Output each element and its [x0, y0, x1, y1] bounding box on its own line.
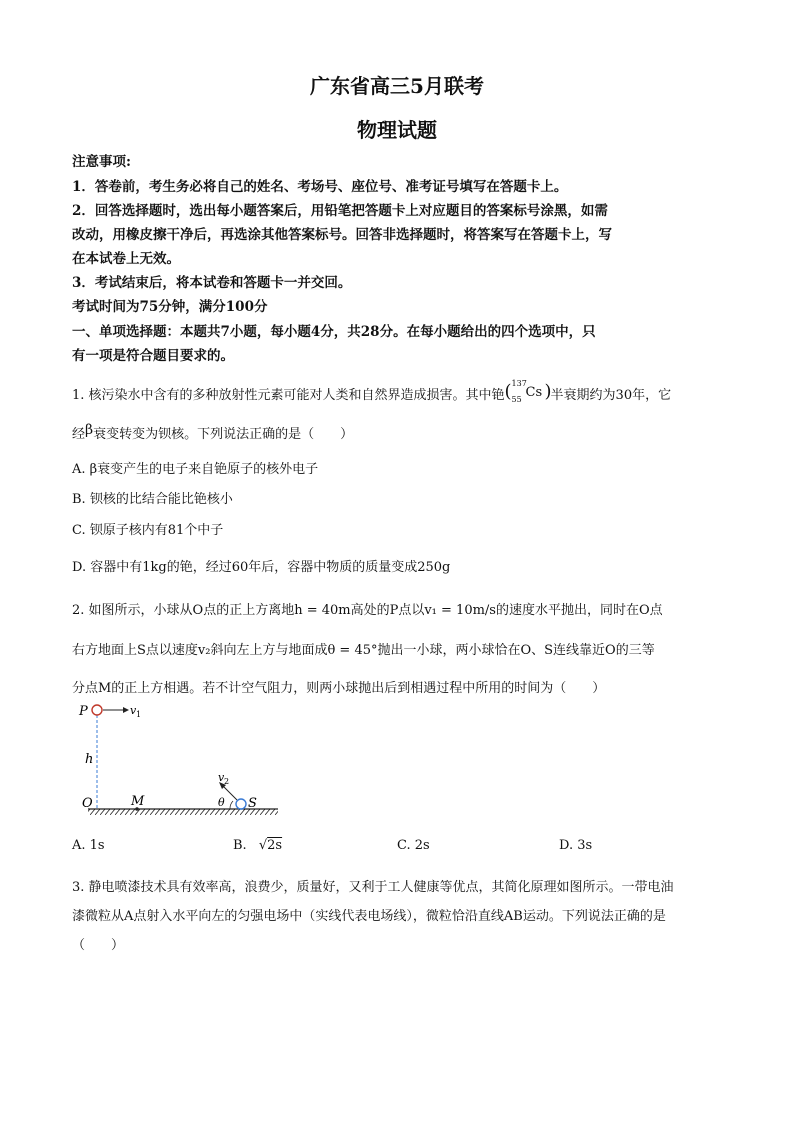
label-v1-sub: 1: [136, 710, 142, 719]
label-m: M: [131, 794, 145, 809]
q1-isotope: ( 137 55 Cs ): [504, 378, 552, 404]
notice-item-1: 1．答卷前，考生务必将自己的姓名、考场号、座位号、准考证号填写在答题卡上。: [72, 179, 568, 195]
q2-stem-line1: 2. 如图所示，小球从O点的正上方离地h = 40m高处的P点以v₁ = 10m/s的速度水平抛出，同时在O点: [72, 603, 663, 618]
label-v2-sub: 2: [224, 777, 230, 786]
q1-option-c: C. 钡原子核内有81个中子: [72, 523, 224, 538]
ball-s: [236, 799, 246, 809]
notice-item-2b: 改动，用橡皮擦干净后，再选涂其他答案标号。回答非选择题时，将答案写在答题卡上，写: [72, 227, 612, 243]
page-subtitle: 物理试题: [357, 118, 437, 142]
theta-arc: [230, 801, 233, 809]
q1-option-b: B. 钡核的比结合能比铯核小: [72, 492, 233, 507]
notice-item-2a: 2．回答选择题时，选出每小题答案后，用铅笔把答题卡上对应题目的答案标号涂黑，如需: [72, 203, 608, 219]
q2-option-a: A. 1s: [72, 838, 105, 853]
q2-option-d: D. 3s: [559, 838, 593, 853]
ball-p: [92, 705, 102, 715]
q3-stem-line3: （ ）: [72, 938, 125, 953]
label-v2: v: [218, 771, 225, 784]
q1-stem-b: 半衰期约为30年，它: [550, 388, 672, 403]
label-s: S: [248, 796, 257, 811]
q1-beta: β: [85, 422, 94, 438]
exam-time: 考试时间为75分钟，满分100分: [72, 299, 268, 315]
q1-stem-line1: [72, 378, 732, 405]
q1-isotope-mass: 137: [511, 378, 527, 388]
q1-option-a: A. β衰变产生的电子来自铯原子的核外电子: [72, 462, 319, 477]
q2-stem-line2: 右方地面上S点以速度v₂斜向左上方与地面成θ = 45°抛出一小球，两小球恰在O、S连线靠近O的三等: [72, 643, 655, 658]
v1-arrowhead: [123, 707, 129, 713]
q2-stem-line3: 分点M的正上方相遇。若不计空气阻力，则两小球抛出后到相遇过程中所用的时间为（ ）: [72, 681, 606, 696]
q2-figure: [70, 695, 290, 820]
sqrt-symbol: √2s: [258, 838, 283, 853]
notice-heading: 注意事项:: [72, 154, 131, 170]
notice-item-2c: 在本试卷上无效。: [72, 251, 180, 267]
q2-option-b: B. √2s: [233, 838, 283, 853]
q1-isotope-symbol: Cs: [525, 384, 543, 400]
q1-stem-line2: 经β衰变转变为钡核。下列说法正确的是（ ）: [72, 422, 354, 442]
notice-item-3: 3．考试结束后，将本试卷和答题卡一并交回。: [72, 275, 352, 291]
section-heading-2: 有一项是符合题目要求的。: [72, 348, 234, 364]
label-o: O: [82, 796, 93, 811]
q1-isotope-number: 55: [511, 394, 522, 404]
label-p: P: [79, 704, 88, 719]
q3-stem-line2: 漆微粒从A点射入水平向左的匀强电场中（实线代表电场线），微粒恰沿直线AB运动。下列说法正确的是: [72, 909, 666, 924]
label-h: h: [85, 752, 94, 767]
q1-option-d: D. 容器中有1kg的铯，经过60年后，容器中物质的质量变成250g: [72, 560, 451, 575]
q3-stem-line1: 3. 静电喷漆技术具有效率高，浪费少，质量好，又利于工人健康等优点，其简化原理如图所示。一带电油: [72, 880, 674, 895]
label-v1: v: [130, 704, 137, 717]
q1-stem-a: 1. 核污染水中含有的多种放射性元素可能对人类和自然界造成损害。其中铯: [72, 388, 505, 403]
q2-option-c: C. 2s: [397, 838, 430, 853]
page-title: 广东省高三5月联考: [310, 74, 484, 98]
label-theta: θ: [218, 796, 225, 809]
section-heading-1: 一、单项选择题：本题共7小题，每小题4分，共28分。在每小题给出的四个选项中，只: [72, 324, 596, 340]
